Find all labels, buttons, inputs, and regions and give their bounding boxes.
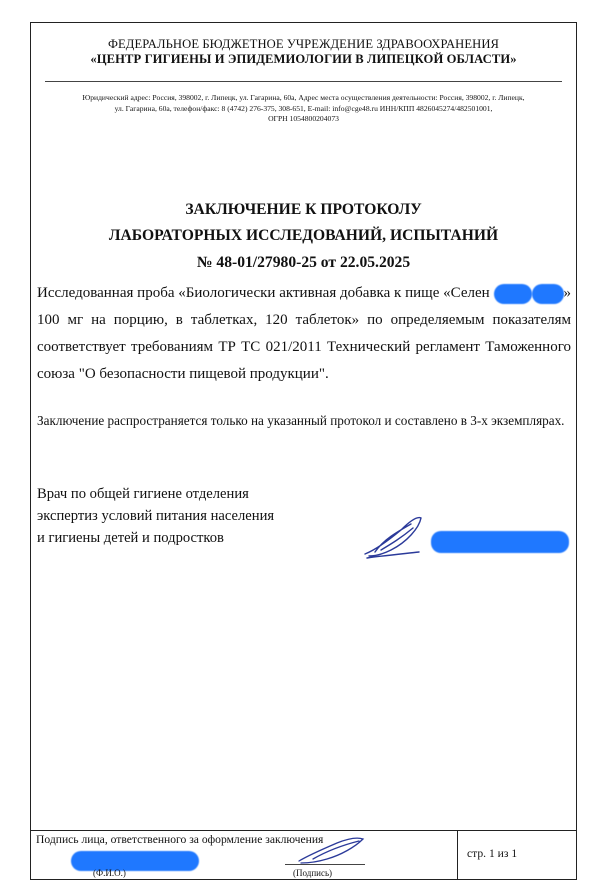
- responsible-signature-label: Подпись лица, ответственного за оформление заключения: [36, 833, 324, 846]
- address-line1: Юридический адрес: Россия, 398002, г. Липецк, ул. Гагарина, 60а, Адрес места осуществления деятельности: Россия, 398002, г. Липецк,: [82, 93, 525, 102]
- signatory-line3: и гигиены детей и подростков: [37, 530, 224, 546]
- signatory-line1: Врач по общей гигиене отделения: [37, 486, 249, 502]
- signatory-position: [37, 483, 274, 549]
- redacted-doctor-name: [431, 531, 569, 553]
- signatory-line2: экспертиз условий питания населения: [37, 508, 275, 524]
- responsible-signature-icon: [293, 833, 373, 867]
- footer-signature-cell: [31, 831, 458, 879]
- page-number: стр. 1 из 1: [467, 847, 518, 860]
- signature-line: [285, 864, 365, 865]
- document-page: [30, 22, 577, 880]
- doctor-signature-icon: [361, 510, 427, 562]
- scope-note: Заключение распространяется только на указанный протокол и составлено в 3-х экземплярах.: [37, 413, 565, 428]
- header-divider: [45, 81, 562, 82]
- redacted-product-name-cont: [532, 284, 564, 304]
- conclusion-text-part2: » 100 мг на порцию, в таблетках, 120 таблеток» по определяемым показателям соответствует требованиям ТР ТС 021/2011 Технический регламент Таможенного союза "О безопасности пищевой продукции".: [37, 285, 571, 382]
- document-title-line2: ЛАБОРАТОРНЫХ ИССЛЕДОВАНИЙ, ИСПЫТАНИЙ: [108, 227, 499, 244]
- address-line2: ул. Гагарина, 60а, телефон/факс: 8 (4742) 276-375, 308-651, E-mail: info@cge48.ru ИНН/КПП 4826045274/482501001,: [114, 103, 493, 113]
- organization-address: [37, 93, 570, 125]
- protocol-number: № 48-01/27980-25 от 22.05.2025: [196, 254, 411, 271]
- footer: [31, 830, 576, 879]
- redacted-product-name: [494, 284, 532, 304]
- org-name-line2: «ЦЕНТР ГИГИЕНЫ И ЭПИДЕМИОЛОГИИ В ЛИПЕЦКОЙ ОБЛАСТИ»: [90, 52, 517, 66]
- conclusion-text: [37, 280, 571, 388]
- redacted-responsible-name: [71, 851, 199, 871]
- organization-name: [31, 37, 576, 67]
- signature-label: (Подпись): [293, 868, 333, 878]
- conclusion-text-part1: Исследованная проба «Биологически активная добавка к пище «Селен: [37, 285, 490, 301]
- fio-label: (Ф.И.О.): [93, 868, 126, 878]
- address-line3: ОГРН 1054800204073: [268, 114, 339, 123]
- document-title-line1: ЗАКЛЮЧЕНИЕ К ПРОТОКОЛУ: [185, 201, 422, 218]
- org-name-line1: ФЕДЕРАЛЬНОЕ БЮДЖЕТНОЕ УЧРЕЖДЕНИЕ ЗДРАВООХРАНЕНИЯ: [107, 37, 500, 51]
